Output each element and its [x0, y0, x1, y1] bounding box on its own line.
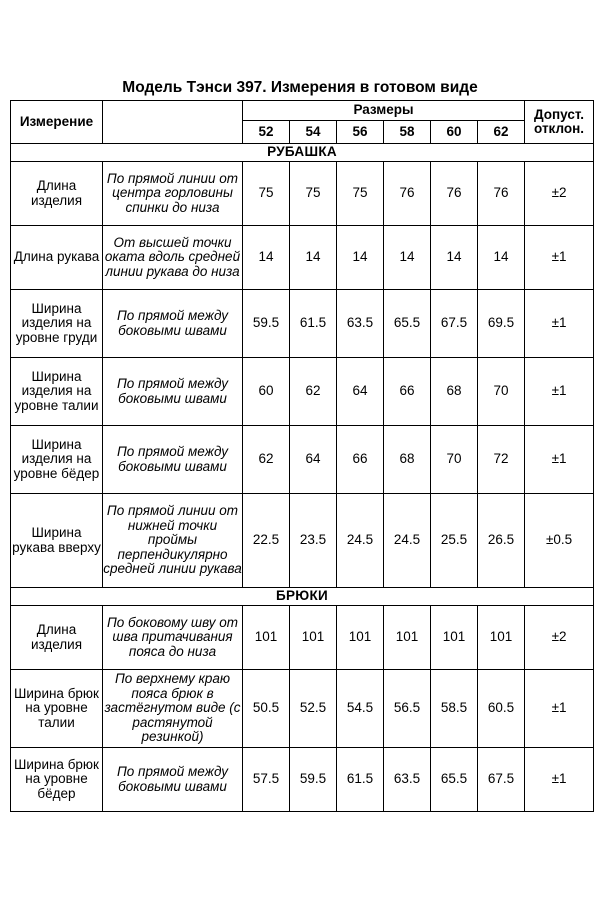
size-value: 25.5: [431, 494, 478, 588]
table-row: [11, 162, 594, 226]
tolerance-value: ±1: [525, 670, 594, 748]
size-value: 65.5: [431, 748, 478, 812]
measurement-method: По прямой между боковыми швами: [103, 358, 243, 426]
size-value: 69.5: [478, 290, 525, 358]
size-value: 56.5: [384, 670, 431, 748]
size-value: 60: [243, 358, 290, 426]
measurement-method: От высшей точки оката вдоль средней линии рукава до низа: [103, 226, 243, 290]
tolerance-value: ±1: [525, 748, 594, 812]
table-row: [11, 670, 594, 748]
size-value: 63.5: [384, 748, 431, 812]
size-value: 101: [337, 606, 384, 670]
size-value: 63.5: [337, 290, 384, 358]
measurement-name: Ширина брюк на уровне талии: [11, 670, 103, 748]
header-size: 54: [290, 121, 337, 144]
size-value: 58.5: [431, 670, 478, 748]
size-value: 75: [243, 162, 290, 226]
size-value: 26.5: [478, 494, 525, 588]
header-tolerance: Допуст. отклон.: [525, 101, 594, 144]
size-value: 101: [478, 606, 525, 670]
size-value: 65.5: [384, 290, 431, 358]
size-value: 14: [290, 226, 337, 290]
measurement-name: Длина изделия: [11, 162, 103, 226]
tolerance-value: ±2: [525, 606, 594, 670]
size-value: 101: [290, 606, 337, 670]
size-value: 14: [243, 226, 290, 290]
size-value: 70: [478, 358, 525, 426]
size-value: 101: [384, 606, 431, 670]
header-size: 58: [384, 121, 431, 144]
measurement-name: Ширина изделия на уровне бёдер: [11, 426, 103, 494]
table-row: [11, 606, 594, 670]
size-value: 14: [384, 226, 431, 290]
size-value: 54.5: [337, 670, 384, 748]
measurement-method: По прямой между боковыми швами: [103, 426, 243, 494]
measurement-method: По боковому шву от шва притачивания пояса до низа: [103, 606, 243, 670]
tolerance-value: ±1: [525, 358, 594, 426]
table-row: [11, 494, 594, 588]
size-value: 24.5: [337, 494, 384, 588]
measurement-name: Ширина изделия на уровне талии: [11, 358, 103, 426]
section-header: РУБАШКА: [11, 144, 594, 162]
measurement-name: Длина рукава: [11, 226, 103, 290]
tolerance-value: ±0.5: [525, 494, 594, 588]
size-value: 76: [431, 162, 478, 226]
measurement-name: Ширина брюк на уровне бёдер: [11, 748, 103, 812]
table-row: [11, 226, 594, 290]
size-value: 62: [243, 426, 290, 494]
size-value: 59.5: [290, 748, 337, 812]
size-value: 64: [290, 426, 337, 494]
size-value: 14: [478, 226, 525, 290]
tolerance-value: ±1: [525, 426, 594, 494]
size-value: 61.5: [337, 748, 384, 812]
measurement-name: Длина изделия: [11, 606, 103, 670]
measurement-method: По верхнему краю пояса брюк в застёгнутом виде (с растянутой резинкой): [103, 670, 243, 748]
table-row: [11, 426, 594, 494]
size-value: 101: [243, 606, 290, 670]
measurement-method: По прямой линии от центра горловины спинки до низа: [103, 162, 243, 226]
page-title: Модель Тэнси 397. Измерения в готовом виде: [122, 79, 478, 96]
size-value: 61.5: [290, 290, 337, 358]
measurements-table: [10, 100, 594, 812]
size-value: 23.5: [290, 494, 337, 588]
measurement-name: Ширина изделия на уровне груди: [11, 290, 103, 358]
size-value: 59.5: [243, 290, 290, 358]
measurement-method: По прямой между боковыми швами: [103, 748, 243, 812]
size-value: 76: [478, 162, 525, 226]
size-value: 50.5: [243, 670, 290, 748]
size-value: 68: [384, 426, 431, 494]
size-value: 101: [431, 606, 478, 670]
size-value: 57.5: [243, 748, 290, 812]
size-value: 72: [478, 426, 525, 494]
size-value: 66: [337, 426, 384, 494]
size-value: 14: [337, 226, 384, 290]
size-value: 60.5: [478, 670, 525, 748]
tolerance-value: ±2: [525, 162, 594, 226]
tolerance-value: ±1: [525, 290, 594, 358]
header-size: 56: [337, 121, 384, 144]
size-value: 24.5: [384, 494, 431, 588]
table-row: [11, 290, 594, 358]
header-measurement: Измерение: [11, 101, 103, 144]
size-value: 66: [384, 358, 431, 426]
table-row: [11, 358, 594, 426]
size-value: 64: [337, 358, 384, 426]
tolerance-value: ±1: [525, 226, 594, 290]
size-value: 14: [431, 226, 478, 290]
size-value: 62: [290, 358, 337, 426]
header-size: 60: [431, 121, 478, 144]
size-value: 22.5: [243, 494, 290, 588]
size-value: 75: [290, 162, 337, 226]
table-row: [11, 748, 594, 812]
header-sizes: Размеры: [243, 101, 525, 121]
header-size: 62: [478, 121, 525, 144]
size-value: 67.5: [431, 290, 478, 358]
measurement-method: По прямой между боковыми швами: [103, 290, 243, 358]
size-value: 75: [337, 162, 384, 226]
size-value: 67.5: [478, 748, 525, 812]
header-size: 52: [243, 121, 290, 144]
size-value: 52.5: [290, 670, 337, 748]
size-value: 76: [384, 162, 431, 226]
measurement-name: Ширина рукава вверху: [11, 494, 103, 588]
size-value: 70: [431, 426, 478, 494]
section-header: БРЮКИ: [11, 588, 594, 606]
header-method-blank: [103, 101, 243, 144]
size-value: 68: [431, 358, 478, 426]
measurement-method: По прямой линии от нижней точки проймы перпендикулярно средней линии рукава: [103, 494, 243, 588]
